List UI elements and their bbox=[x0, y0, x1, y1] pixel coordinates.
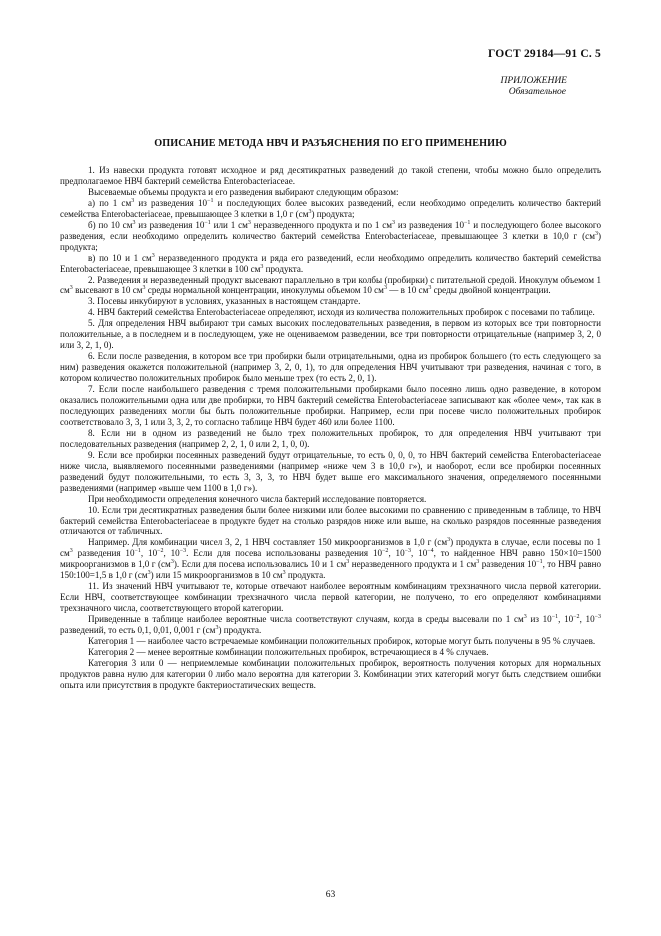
document-body bbox=[60, 165, 601, 691]
appendix-label: ПРИЛОЖЕНИЕ bbox=[500, 76, 567, 86]
paragraph: 11. Из значений НВЧ учитывают те, которые отвечают наиболее вероятным комбинациям трехзначного числа первой категории. Если НВЧ, соответствующее комбинации трехзначного числа первой категории, не получено, то его определяют комбинациями трехзначного числа, соответствующего второй категории. bbox=[60, 581, 601, 614]
paragraph: При необходимости определения конечного числа бактерий исследование повторяется. bbox=[88, 493, 427, 504]
paragraph: Категория 2 — менее вероятные комбинации положительных пробирок, встречающиеся в 4 % случаев. bbox=[88, 646, 489, 657]
paragraph: б) по 10 $см^3$ из разведения $10^{-1}$ или 1 $см^3$ неразведенного продукта и по 1 $см^3$ из разведения $10^{-1}$ и последующего более высокого разведения, если необходимо определить количество бактерий семейства Enterobacteriaceae, превышающее 3 клетки в 10,0 г $(см^3)$ продукта; bbox=[60, 219, 601, 252]
paragraph: 2. Разведения и неразведенный продукт высевают параллельно в три колбы (пробирки) с питательной средой. Инокулум объемом 1 $см^3$ высевают в 10 $см^3$ среды нормальной концентрации, инокулумы объемом 10 $см^3$ — в 10 $см^3$ среды двойной концентрации. bbox=[60, 274, 601, 296]
paragraph: Например. Для комбинации чисел 3, 2, 1 НВЧ составляет 150 микроорганизмов в 1,0 г $(см^3)$ продукта в случае, если посевы по 1 $см^3$ разведения $10^{-1}$, $10^{-2}$, $10^{-3}$. Если для посева использованы разведения $10^{-2}$, $10^{-3}$, $10^{-4}$, то найденное НВЧ равно 150×10=1500 микроорганизмов в 1,0 г $(см^3)$. Если для посева использовались 10 и 1 $см^3$ неразведенного продукта и 1 $см^3$ разведения $10^{-1}$, то НВЧ равно 150:100=1,5 в 1,0 г $(см^3)$ или 15 микроорганизмов в 10 $см^3$ продукта. bbox=[60, 537, 602, 581]
paragraph: Категория 1 — наиболее часто встречаемые комбинации положительных пробирок, которые могут быть получены в 95 % случаев. bbox=[88, 635, 596, 646]
document-title: ОПИСАНИЕ МЕТОДА НВЧ И РАЗЪЯСНЕНИЯ ПО ЕГО ПРИМЕНЕНИЮ bbox=[154, 138, 507, 149]
paragraph: 8. Если ни в одном из разведений не было трех положительных пробирок, то для определения НВЧ учитывают три последовательных разведения (например 2, 2, 1, 0 или 2, 1, 0, 0). bbox=[60, 427, 601, 449]
paragraph: 3. Посевы инкубируют в условиях, указанных в настоящем стандарте. bbox=[88, 296, 361, 307]
paragraph: Приведенные в таблице наиболее вероятные числа соответствуют случаям, когда в среды высевали по 1 $см^3$ из $10^{-1}$, $10^{-2}$, $10^{-3}$ разведений, то есть 0,1, 0,01, 0,001 г $(см^3)$ продукта. bbox=[60, 614, 602, 636]
paragraph: а) по 1 $см^3$ из разведения $10^{-1}$ и последующих более высоких разведений, если необходимо определить количество бактерий семейства Enterobacteriaceae, превышающее 3 клетки в 1,0 г $(см^3)$ продукта; bbox=[60, 197, 601, 219]
paragraph: 7. Если после наибольшего разведения с тремя положительными пробирками было посеяно лишь одно разведение, в котором оказались положительными одна или две пробирки, то НВЧ бактерий семейства Enterobacteriaceae записывают как «более чем», так как в последующих разведениях могли бы быть положительные пробирки. Например, если при посеве число положительных пробирок соответствовало 3, 3, 1 или 3, 3, 2, то согласно таблице НВЧ будет 460 или более 1100. bbox=[60, 384, 601, 427]
appendix-block bbox=[60, 76, 567, 98]
paragraph: 5. Для определения НВЧ выбирают три самых высоких последовательных разведения, в первом из которых все три повторности положительные, а в последнем и в последующем, уже не оцениваемом разведении, все три повторности отрицательные (например 3, 2, 0 или 3, 2, 1, 0). bbox=[60, 318, 601, 351]
paragraph: Высеваемые объемы продукта и его разведения выбирают следующим образом: bbox=[88, 186, 399, 197]
paragraph: 9. Если все пробирки посеянных разведений будут отрицательные, то есть 0, 0, 0, то НВЧ бактерий семейства Enterobacteriaceae ниже числа, выявляемого посеянными разведениями (например «ниже чем 3 в 10,0 г»), и наоборот, если все пробирки посеянных разведений будут положительными, то есть 3, 3, 3, то НВЧ будет выше его максимального значения, определяемого посеянными разведениями (например «выше чем 1100 в 1,0 г»). bbox=[60, 449, 601, 493]
paragraph: 1. Из навески продукта готовят исходное и ряд десятикратных разведений до такой степени, чтобы можно было определить предполагаемое НВЧ бактерий семейства Enterobacteriaceae. bbox=[60, 165, 601, 186]
page-number: 63 bbox=[325, 890, 336, 900]
paragraph: 10. Если три десятикратных разведения были более низкими или более высокими по сравнению с приведенным в таблице, то НВЧ бактерий семейства Enterobacteriaceae в продукте будет на столько разрядов ниже или выше, на сколько разрядов посеянные разведения отличаются от табличных. bbox=[60, 504, 601, 537]
appendix-status: Обязательное bbox=[508, 87, 566, 97]
paragraph: 6. Если после разведения, в котором все три пробирки были отрицательными, одна из пробирок большего (то есть следующего за ним) разведения окажется положительной (например 3, 2, 0, 1), то для определения НВЧ учитывают три разведения, начиная с того, в котором количество положительных пробирок было меньше трех (то есть 2, 0, 1). bbox=[60, 351, 601, 384]
paragraph: 4. НВЧ бактерий семейства Enterobacteriaceae определяют, исходя из количества положительных пробирок с посевами по таблице. bbox=[88, 307, 595, 318]
standard-header: ГОСТ 29184—91 С. 5 bbox=[488, 48, 601, 60]
paragraph: Категория 3 или 0 — неприемлемые комбинации положительных пробирок, вероятность получения которых для нормальных продуктов равна нулю для категории 0 либо мало вероятна для категории 3. Комбинации этих категорий могут быть следствием ошибки опыта или присутствия в продукте бактериостатических веществ. bbox=[60, 657, 601, 690]
paragraph: в) по 10 и 1 $см^3$ неразведенного продукта и ряда его разведений, если необходимо определить количество бактерий семейства Enterobacteriaceae, превышающее 3 клетки в 100 $см^3$ продукта. bbox=[60, 252, 601, 274]
